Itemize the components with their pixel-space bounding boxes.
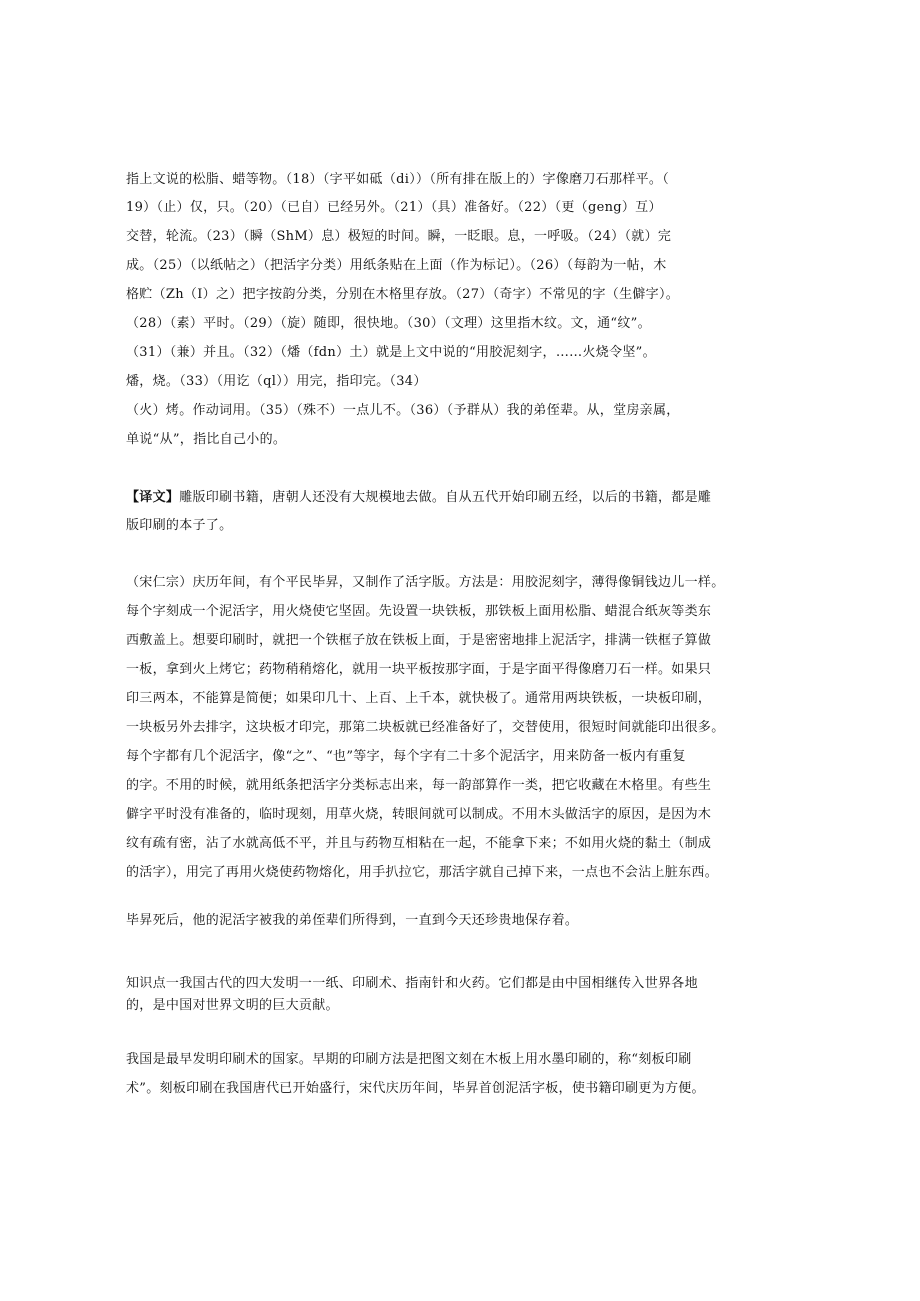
notes-line: 格贮（Zh（I）之）把字按韵分类，分别在木格里存放。（27）（奇字）不常见的字（生僻字）。 <box>126 287 680 302</box>
translation-body-line: 每个字刻成一个泥活字，用火烧使它坚固。先设置一块铁板，那铁板上面用松脂、蜡混合纸灰等类东 <box>126 604 712 619</box>
notes-line: 单说“从”，指比自己小的。 <box>126 432 287 447</box>
notes-line: （28）（素）平时。（29）（旋）随即，很快地。（30）（文理）这里指木纹。文，通“纹”。 <box>126 316 651 331</box>
translation-text: 雕版印刷书籍，唐朝人还没有大规模地去做。自从五代开始印刷五经，以后的书籍，都是雕 <box>179 490 712 505</box>
translation-body-line: （宋仁宗）庆历年间，有个平民毕昇，又制作了活字版。方法是：用胶泥刻字，薄得像铜钱边儿一样。 <box>126 575 725 590</box>
knowledge-line: 的，是中国对世界文明的巨大贡献。 <box>126 998 339 1013</box>
translation-line <box>126 490 786 506</box>
notes-line: 指上文说的松脂、蜡等物。（18）（字平如砥（di））（所有排在版上的）字像磨刀石那样平。（ <box>126 172 670 187</box>
translation-body-line: 的字。不用的时候，就用纸条把活字分类标志出来，每一韵部算作一类，把它收藏在木格里。有些生 <box>126 778 712 793</box>
printing-line: 术”。刻板印刷在我国唐代已开始盛行，宋代庆历年间，毕昇首创泥活字板，使书籍印刷更为方便。 <box>126 1081 705 1096</box>
notes-line: （火）烤。作动词用。（35）（殊不）一点儿不。（36）（予群从）我的弟侄辈。从，堂房亲属， <box>126 403 680 418</box>
translation-line: 版印刷的本子了。 <box>126 518 233 533</box>
translation-body-line: 一板，拿到火上烤它；药物稍稍熔化，就用一块平板按那字面，于是字面平得像磨刀石一样。如果只 <box>126 662 712 677</box>
notes-line: 成。（25）（以纸帖之）（把活字分类）用纸条贴在上面（作为标记）。（26）（每韵为一帖，木 <box>126 258 667 273</box>
notes-line: 19）（止）仅，只。（20）（已自）已经另外。（21）（具）准备好。（22）（更（geng）互） <box>126 200 662 215</box>
translation-body-line: 的活字），用完了再用火烧使药物熔化，用手扒拉它，那活字就自己掉下来，一点也不会沾上脏东西。 <box>126 865 719 880</box>
translation-body-line: 一块板另外去排字，这块板才印完，那第二块板就已经准备好了，交替使用，很短时间就能印出很多。 <box>126 720 725 735</box>
translation-body-line: 僻字平时没有准备的，临时现刻，用草火烧，转眼间就可以制成。不用木头做活字的原因，是因为木 <box>126 807 712 822</box>
printing-line: 我国是最早发明印刷术的国家。早期的印刷方法是把图文刻在木板上用水墨印刷的，称“刻板印刷 <box>126 1052 692 1067</box>
translation-label: 【译文】 <box>126 490 180 505</box>
notes-line: 燔，烧。（33）（用讫（ql））用完，指印完。（34） <box>126 374 427 389</box>
notes-line: 交替，轮流。（23）（瞬（ShM）息）极短的时间。瞬，一眨眼。息，一呼吸。（24）（就）完 <box>126 229 672 244</box>
knowledge-line: 知识点一我国古代的四大发明一一纸、印刷术、指南针和火药。它们都是由中国相继传入世界各地 <box>126 976 698 991</box>
notes-line: （31）（兼）并且。（32）（燔（fdn）土）就是上文中说的“用胶泥刻字，……火烧令坚”。 <box>126 345 656 360</box>
translation-body-line: 印三两本，不能算是简便；如果印几十、上百、上千本，就快极了。通常用两块铁板，一块板印刷， <box>126 691 712 706</box>
translation-body-line: 每个字都有几个泥活字，像“之”、“也”等字，每个字有二十多个泥活字，用来防备一板内有重复 <box>126 749 686 764</box>
translation-body-line: 纹有疏有密，沾了水就高低不平，并且与药物互相粘在一起，不能拿下来；不如用火烧的黏土（制成 <box>126 836 712 851</box>
translation-closing: 毕昇死后，他的泥活字被我的弟侄辈们所得到，一直到今天还珍贵地保存着。 <box>126 913 579 928</box>
translation-body-line: 西敷盖上。想要印刷时，就把一个铁框子放在铁板上面，于是密密地排上泥活字，排满一铁框子算做 <box>126 633 712 648</box>
